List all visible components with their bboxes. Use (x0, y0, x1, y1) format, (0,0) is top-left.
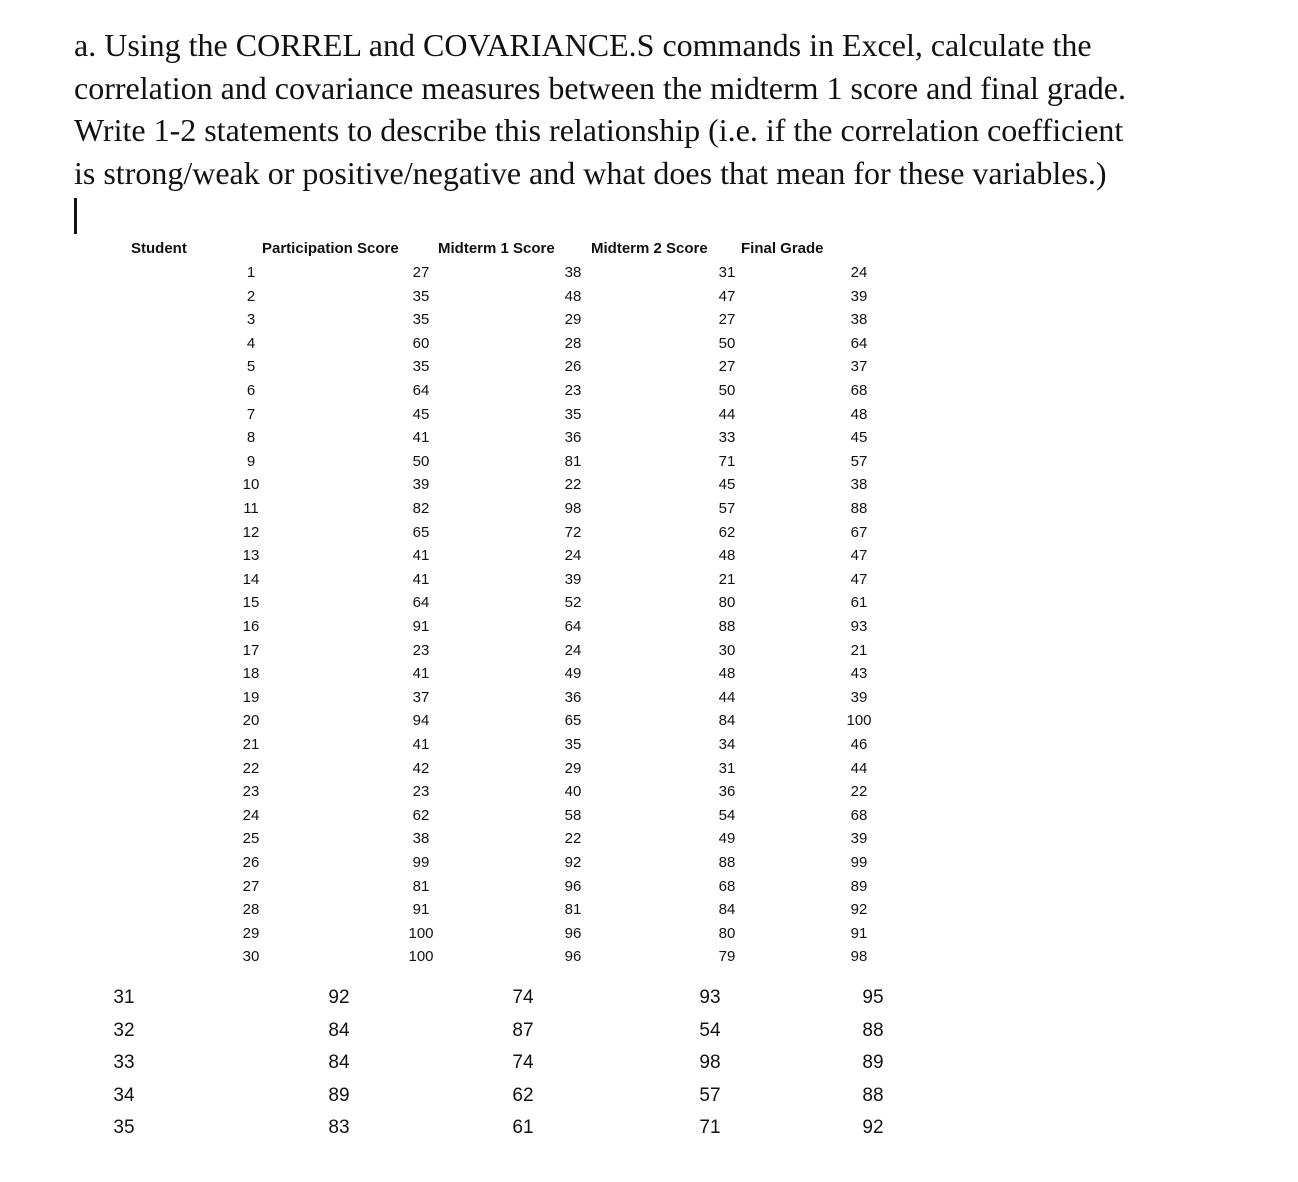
table-cell: 100 (408, 924, 434, 942)
question-line: correlation and covariance measures between the midterm 1 score and final grade. (74, 69, 1126, 106)
table-cell: 88 (862, 1019, 884, 1041)
table-cell: 31 (113, 987, 135, 1008)
question-line: a. Using the CORREL and COVARIANCE.S commands in Excel, calculate the (74, 27, 1092, 63)
table-cell: 89 (328, 1084, 350, 1106)
table-cell: 100 (846, 712, 872, 730)
table-row (0, 712, 900, 736)
table-cell: 30 (718, 641, 736, 659)
header-final: Final Grade (741, 240, 824, 257)
table-cell: 83 (328, 1117, 350, 1138)
table-cell: 21 (850, 641, 868, 659)
table-cell: 41 (412, 736, 430, 753)
table-cell: 88 (850, 500, 868, 517)
table-cell: 16 (242, 618, 260, 635)
table-cell: 38 (850, 476, 868, 494)
table-cell: 60 (412, 334, 430, 352)
table-row (0, 783, 900, 807)
table-cell: 50 (718, 382, 736, 399)
table-cell: 88 (718, 618, 736, 635)
table-cell: 64 (564, 618, 582, 635)
table-cell: 92 (850, 901, 868, 919)
table-cell: 22 (242, 759, 260, 777)
table-cell: 17 (242, 641, 260, 659)
table-cell: 92 (862, 1117, 884, 1138)
table-cell: 46 (850, 736, 868, 753)
table-cell: 49 (564, 665, 582, 683)
table-row (0, 1085, 900, 1117)
table-row (0, 618, 900, 642)
table-cell: 93 (699, 987, 721, 1008)
table-row (0, 878, 900, 902)
table-cell: 47 (718, 287, 736, 305)
table-cell: 35 (564, 405, 582, 423)
table-cell: 21 (718, 570, 736, 588)
table-cell: 30 (242, 948, 260, 966)
table-cell: 7 (246, 405, 256, 423)
question-line: is strong/weak or positive/negative and what does that mean for these variables.) (74, 154, 1107, 191)
table-cell: 92 (328, 987, 350, 1008)
table-cell: 99 (412, 854, 430, 871)
table-cell: 27 (718, 311, 736, 329)
table-row (0, 948, 900, 972)
table-row (0, 524, 900, 548)
table-cell: 62 (412, 806, 430, 824)
table-cell: 3 (246, 311, 256, 329)
table-cell: 34 (113, 1084, 135, 1106)
table-cell: 96 (564, 877, 582, 895)
table-cell: 79 (718, 948, 736, 966)
table-cell: 41 (412, 570, 430, 588)
table-cell: 32 (113, 1019, 135, 1041)
table-cell: 44 (718, 688, 736, 706)
table-cell: 40 (564, 783, 582, 801)
table-cell: 29 (564, 311, 582, 329)
header-student: Student (131, 240, 187, 257)
table-cell: 84 (718, 901, 736, 919)
table-cell: 65 (412, 523, 430, 541)
table-row (0, 547, 900, 571)
table-cell: 35 (412, 358, 430, 376)
table-cell: 41 (412, 665, 430, 683)
table-cell: 23 (412, 783, 430, 801)
table-cell: 81 (564, 452, 582, 470)
table-cell: 54 (718, 806, 736, 824)
table-row (0, 665, 900, 689)
table-cell: 35 (412, 287, 430, 305)
table-cell: 61 (850, 594, 868, 612)
header-midterm2: Midterm 2 Score (591, 240, 708, 257)
table-cell: 27 (412, 264, 430, 281)
table-cell: 35 (412, 311, 430, 329)
table-cell: 8 (246, 429, 256, 447)
table-cell: 48 (718, 547, 736, 565)
table-row (0, 736, 900, 760)
table-cell: 38 (850, 311, 868, 329)
table-cell: 91 (850, 924, 868, 942)
table-cell: 41 (412, 429, 430, 447)
table-cell: 45 (718, 476, 736, 494)
table-row (0, 925, 900, 949)
table-cell: 91 (412, 618, 430, 635)
table-cell: 29 (242, 924, 260, 942)
table-cell: 62 (512, 1084, 534, 1106)
table-cell: 31 (718, 264, 736, 281)
table-row (0, 406, 900, 430)
table-cell: 9 (246, 452, 256, 470)
table-cell: 36 (564, 688, 582, 706)
table-row (0, 335, 900, 359)
table-cell: 38 (412, 830, 430, 848)
table-cell: 22 (564, 476, 582, 494)
table-cell: 57 (850, 452, 868, 470)
table-cell: 48 (564, 287, 582, 305)
table-cell: 99 (850, 854, 868, 871)
table-cell: 96 (564, 924, 582, 942)
table-cell: 88 (718, 854, 736, 871)
table-cell: 33 (718, 429, 736, 447)
table-cell: 62 (718, 523, 736, 541)
table-cell: 20 (242, 712, 260, 730)
table-row (0, 1117, 900, 1149)
table-row (0, 288, 900, 312)
table-cell: 57 (699, 1084, 721, 1106)
table-cell: 21 (242, 736, 260, 753)
table-row (0, 1020, 900, 1052)
table-cell: 68 (718, 877, 736, 895)
question-text (74, 24, 1274, 194)
table-cell: 23 (564, 382, 582, 399)
table-cell: 38 (564, 264, 582, 281)
table-row (0, 453, 900, 477)
table-cell: 47 (850, 547, 868, 565)
table-cell: 27 (718, 358, 736, 376)
table-cell: 13 (242, 547, 260, 565)
table-row (0, 807, 900, 831)
table-row (0, 830, 900, 854)
table-cell: 37 (850, 358, 868, 376)
table-cell: 72 (564, 523, 582, 541)
table-cell: 35 (564, 736, 582, 753)
table-cell: 39 (564, 570, 582, 588)
table-cell: 42 (412, 759, 430, 777)
table-cell: 67 (850, 523, 868, 541)
table-cell: 71 (699, 1117, 721, 1138)
table-cell: 100 (408, 948, 434, 966)
table-cell: 50 (718, 334, 736, 352)
table-cell: 54 (699, 1019, 721, 1041)
table-row (0, 689, 900, 713)
table-row (0, 358, 900, 382)
table-cell: 14 (242, 570, 260, 588)
table-cell: 23 (412, 641, 430, 659)
table-cell: 33 (113, 1052, 135, 1073)
table-cell: 24 (850, 264, 868, 281)
table-row (0, 264, 900, 288)
question-line: Write 1-2 statements to describe this relationship (i.e. if the correlation coefficient (74, 112, 1124, 148)
table-cell: 25 (242, 830, 260, 848)
table-cell: 35 (113, 1117, 135, 1138)
table-cell: 89 (862, 1052, 884, 1073)
table-cell: 18 (242, 665, 260, 683)
table-cell: 19 (242, 688, 260, 706)
table-cell: 84 (328, 1052, 350, 1073)
table-cell: 28 (242, 901, 260, 919)
table-cell: 89 (850, 877, 868, 895)
table-cell: 15 (242, 594, 260, 612)
table-row (0, 500, 900, 524)
table-cell: 26 (242, 854, 260, 871)
table-cell: 29 (564, 759, 582, 777)
table-cell: 4 (246, 334, 256, 352)
table-cell: 95 (862, 987, 884, 1008)
table-cell: 82 (412, 500, 430, 517)
table-cell: 84 (328, 1019, 350, 1041)
table-cell: 98 (699, 1052, 721, 1073)
table-cell: 57 (718, 500, 736, 517)
table-cell: 6 (246, 382, 256, 399)
table-cell: 68 (850, 382, 868, 399)
header-midterm1: Midterm 1 Score (438, 240, 555, 257)
table-row (0, 429, 900, 453)
table-cell: 68 (850, 806, 868, 824)
table-cell: 44 (718, 405, 736, 423)
table-cell: 80 (718, 594, 736, 612)
table-row (0, 760, 900, 784)
table-cell: 58 (564, 806, 582, 824)
table-cell: 45 (412, 405, 430, 423)
table-cell: 24 (564, 641, 582, 659)
table-cell: 10 (242, 476, 260, 494)
table-row (0, 382, 900, 406)
table-cell: 22 (564, 830, 582, 848)
table-cell: 81 (564, 901, 582, 919)
table-cell: 24 (564, 547, 582, 565)
table-cell: 65 (564, 712, 582, 730)
table-cell: 47 (850, 570, 868, 588)
table-cell: 98 (850, 948, 868, 966)
table-cell: 74 (512, 987, 534, 1008)
table-cell: 48 (718, 665, 736, 683)
table-cell: 39 (412, 476, 430, 494)
table-row (0, 854, 900, 878)
table-cell: 81 (412, 877, 430, 895)
table-cell: 36 (564, 429, 582, 447)
table-cell: 48 (850, 405, 868, 423)
table-cell: 39 (850, 830, 868, 848)
table-row (0, 476, 900, 500)
table-cell: 39 (850, 287, 868, 305)
table-cell: 96 (564, 948, 582, 966)
table-cell: 28 (564, 334, 582, 352)
table-cell: 11 (243, 500, 259, 517)
table-row (0, 642, 900, 666)
table-cell: 52 (564, 594, 582, 612)
table-cell: 23 (242, 783, 260, 801)
table-cell: 61 (512, 1117, 534, 1138)
table-cell: 45 (850, 429, 868, 447)
table-cell: 2 (246, 287, 256, 305)
table-cell: 26 (564, 358, 582, 376)
table-cell: 5 (246, 358, 256, 376)
table-cell: 84 (718, 712, 736, 730)
table-cell: 91 (412, 901, 430, 919)
table-cell: 39 (850, 688, 868, 706)
table-cell: 74 (512, 1052, 534, 1073)
text-cursor (74, 198, 77, 234)
table-cell: 36 (718, 783, 736, 801)
table-cell: 1 (246, 264, 256, 281)
table-row (0, 987, 900, 1019)
table-cell: 64 (850, 334, 868, 352)
table-cell: 22 (850, 783, 868, 801)
table-cell: 94 (412, 712, 430, 730)
table-cell: 37 (412, 688, 430, 706)
table-cell: 98 (564, 500, 582, 517)
table-cell: 64 (412, 382, 430, 399)
table-cell: 49 (718, 830, 736, 848)
table-cell: 27 (242, 877, 260, 895)
table-cell: 24 (242, 806, 260, 824)
table-row (0, 311, 900, 335)
table-row (0, 571, 900, 595)
table-cell: 44 (850, 759, 868, 777)
header-participation: Participation Score (262, 240, 399, 257)
table-cell: 12 (242, 523, 260, 541)
table-row (0, 1052, 900, 1084)
table-row (0, 901, 900, 925)
table-cell: 41 (412, 547, 430, 565)
table-cell: 31 (718, 759, 736, 777)
table-cell: 71 (718, 452, 736, 470)
table-cell: 87 (512, 1019, 534, 1041)
table-cell: 43 (850, 665, 868, 683)
table-cell: 80 (718, 924, 736, 942)
table-row (0, 594, 900, 618)
table-cell: 93 (850, 618, 868, 635)
table-cell: 34 (718, 736, 736, 753)
table-cell: 50 (412, 452, 430, 470)
table-cell: 64 (412, 594, 430, 612)
table-cell: 92 (564, 854, 582, 871)
table-cell: 88 (862, 1084, 884, 1106)
